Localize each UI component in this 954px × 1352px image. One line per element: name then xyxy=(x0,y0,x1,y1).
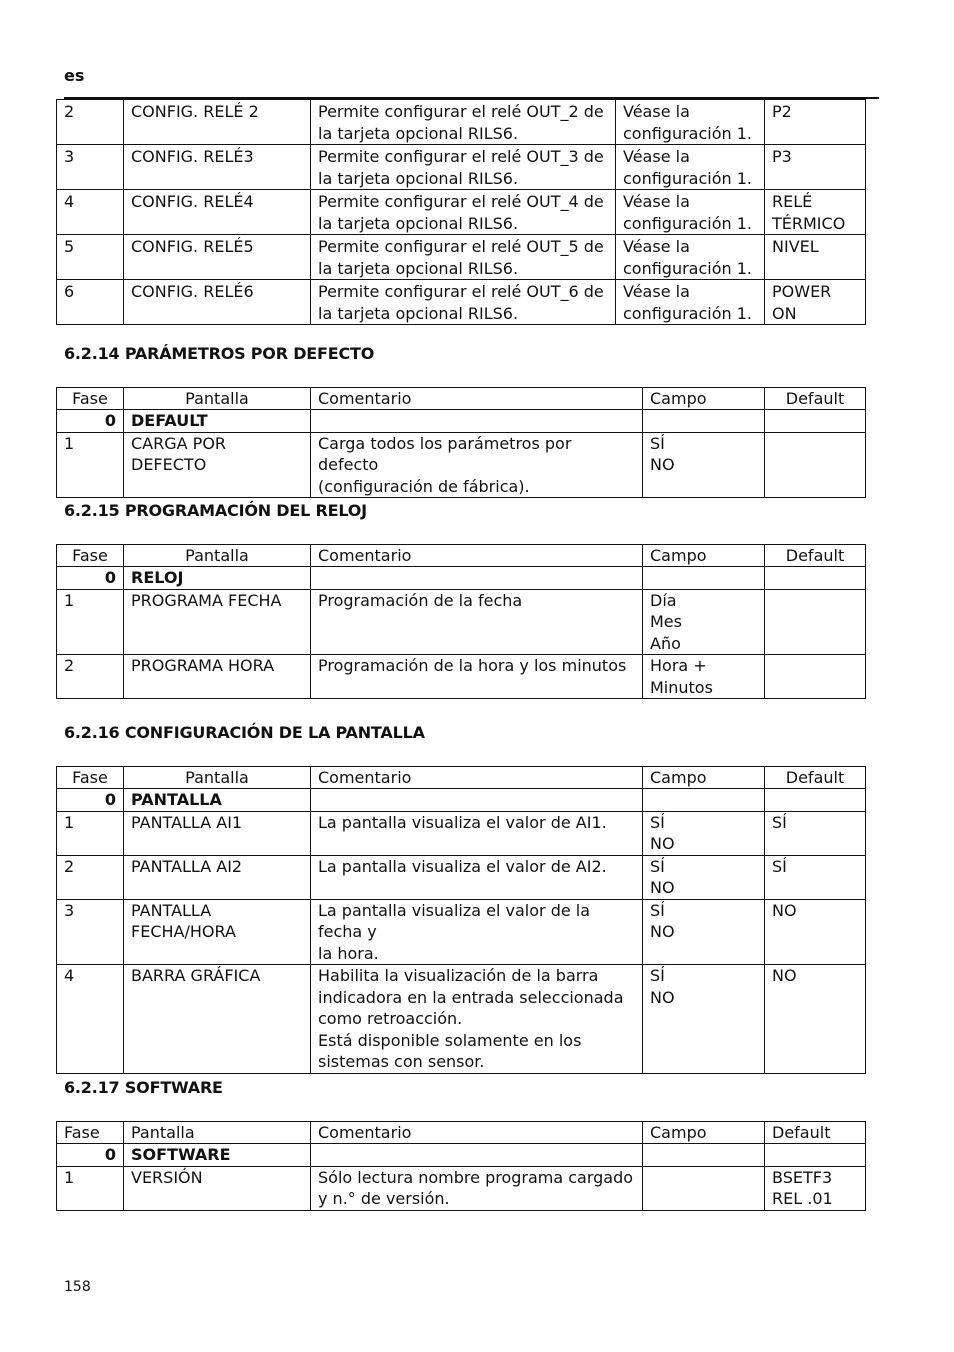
cell-pantalla: BARRA GRÁFICA xyxy=(124,965,311,1074)
table-row xyxy=(57,589,866,655)
empty-cell xyxy=(311,1144,643,1167)
column-header-default: Default xyxy=(765,545,866,567)
table-row xyxy=(57,1166,866,1210)
table-row xyxy=(57,899,866,965)
cell-campo: SÍ NO xyxy=(643,899,765,965)
cell-fase: 4 xyxy=(57,190,124,235)
cell-comentario: Programación de la hora y los minutos xyxy=(311,655,643,699)
defecto-table xyxy=(56,387,866,498)
cell-default: SÍ xyxy=(765,855,866,899)
table-header-row xyxy=(57,767,866,789)
column-header-default: Default xyxy=(765,388,866,410)
group-fase: 0 xyxy=(57,789,124,812)
column-header-comentario: Comentario xyxy=(311,1122,643,1144)
cell-campo: SÍ NO xyxy=(643,965,765,1074)
reloj-table xyxy=(56,544,866,699)
table-row xyxy=(57,811,866,855)
cell-default: RELÉ TÉRMICO xyxy=(765,190,866,235)
column-header-campo: Campo xyxy=(643,1122,765,1144)
cell-campo: SÍ NO xyxy=(643,432,765,498)
cell-comentario: Sólo lectura nombre programa cargado y n.° de versión. xyxy=(311,1166,643,1210)
cell-comentario: Habilita la visualización de la barra indicadora en la entrada seleccionada como retroacción. Está disponible solamente en los sistemas con sensor. xyxy=(311,965,643,1074)
cell-campo: Véase la configuración 1. xyxy=(616,235,765,280)
pantalla-table xyxy=(56,766,866,1074)
cell-default xyxy=(765,589,866,655)
cell-default: POWER ON xyxy=(765,280,866,325)
cell-pantalla: PROGRAMA FECHA xyxy=(124,589,311,655)
cell-fase: 2 xyxy=(57,855,124,899)
cell-pantalla: CONFIG. RELÉ4 xyxy=(124,190,311,235)
cell-campo: SÍ NO xyxy=(643,811,765,855)
group-row xyxy=(57,1144,866,1167)
column-header-pantalla: Pantalla xyxy=(124,1122,311,1144)
cell-fase: 1 xyxy=(57,1166,124,1210)
cell-pantalla: PANTALLA FECHA/HORA xyxy=(124,899,311,965)
column-header-fase: Fase xyxy=(57,1122,124,1144)
cell-default: NO xyxy=(765,899,866,965)
empty-cell xyxy=(643,410,765,433)
column-header-default: Default xyxy=(765,767,866,789)
cell-comentario: Carga todos los parámetros por defecto (configuración de fábrica). xyxy=(311,432,643,498)
cell-campo: Véase la configuración 1. xyxy=(616,100,765,145)
section-title-software: 6.2.17 SOFTWARE xyxy=(64,1078,223,1097)
column-header-fase: Fase xyxy=(57,767,124,789)
cell-pantalla: CONFIG. RELÉ6 xyxy=(124,280,311,325)
cell-pantalla: PANTALLA AI1 xyxy=(124,811,311,855)
table-row xyxy=(57,655,866,699)
table-row xyxy=(57,280,866,325)
cell-fase: 3 xyxy=(57,145,124,190)
cell-fase: 3 xyxy=(57,899,124,965)
group-pantalla: RELOJ xyxy=(124,567,311,590)
group-row xyxy=(57,789,866,812)
relay-config-table xyxy=(56,99,866,325)
section-title-defecto: 6.2.14 PARÁMETROS POR DEFECTO xyxy=(64,344,375,363)
empty-cell xyxy=(765,410,866,433)
cell-fase: 1 xyxy=(57,432,124,498)
column-header-comentario: Comentario xyxy=(311,767,643,789)
group-pantalla: SOFTWARE xyxy=(124,1144,311,1167)
section-title-pantalla: 6.2.16 CONFIGURACIÓN DE LA PANTALLA xyxy=(64,723,425,742)
cell-pantalla: CARGA POR DEFECTO xyxy=(124,432,311,498)
cell-comentario: Permite configurar el relé OUT_4 de la tarjeta opcional RILS6. xyxy=(311,190,616,235)
language-code: es xyxy=(64,66,85,85)
empty-cell xyxy=(643,789,765,812)
column-header-campo: Campo xyxy=(643,545,765,567)
group-fase: 0 xyxy=(57,410,124,433)
table-row xyxy=(57,100,866,145)
table-row xyxy=(57,145,866,190)
column-header-pantalla: Pantalla xyxy=(124,767,311,789)
column-header-comentario: Comentario xyxy=(311,388,643,410)
column-header-pantalla: Pantalla xyxy=(124,545,311,567)
cell-fase: 5 xyxy=(57,235,124,280)
group-row xyxy=(57,567,866,590)
empty-cell xyxy=(311,410,643,433)
column-header-comentario: Comentario xyxy=(311,545,643,567)
cell-comentario: Permite configurar el relé OUT_6 de la tarjeta opcional RILS6. xyxy=(311,280,616,325)
table-row xyxy=(57,190,866,235)
cell-comentario: La pantalla visualiza el valor de AI1. xyxy=(311,811,643,855)
cell-default: NIVEL xyxy=(765,235,866,280)
table-row xyxy=(57,965,866,1074)
column-header-default: Default xyxy=(765,1122,866,1144)
cell-campo: Día Mes Año xyxy=(643,589,765,655)
cell-pantalla: CONFIG. RELÉ3 xyxy=(124,145,311,190)
group-pantalla: DEFAULT xyxy=(124,410,311,433)
cell-campo: Hora + Minutos xyxy=(643,655,765,699)
column-header-campo: Campo xyxy=(643,767,765,789)
cell-campo xyxy=(643,1166,765,1210)
empty-cell xyxy=(643,567,765,590)
group-fase: 0 xyxy=(57,1144,124,1167)
cell-pantalla: CONFIG. RELÉ 2 xyxy=(124,100,311,145)
cell-fase: 1 xyxy=(57,811,124,855)
cell-pantalla: PANTALLA AI2 xyxy=(124,855,311,899)
cell-comentario: Programación de la fecha xyxy=(311,589,643,655)
empty-cell xyxy=(765,789,866,812)
cell-comentario: La pantalla visualiza el valor de AI2. xyxy=(311,855,643,899)
cell-campo: Véase la configuración 1. xyxy=(616,145,765,190)
empty-cell xyxy=(765,1144,866,1167)
column-header-campo: Campo xyxy=(643,388,765,410)
table-row xyxy=(57,855,866,899)
cell-fase: 4 xyxy=(57,965,124,1074)
cell-default xyxy=(765,655,866,699)
cell-fase: 2 xyxy=(57,100,124,145)
cell-pantalla: CONFIG. RELÉ5 xyxy=(124,235,311,280)
group-row xyxy=(57,410,866,433)
cell-fase: 2 xyxy=(57,655,124,699)
cell-fase: 1 xyxy=(57,589,124,655)
group-pantalla: PANTALLA xyxy=(124,789,311,812)
empty-cell xyxy=(765,567,866,590)
cell-default: P2 xyxy=(765,100,866,145)
cell-default: NO xyxy=(765,965,866,1074)
table-header-row xyxy=(57,1122,866,1144)
cell-campo: Véase la configuración 1. xyxy=(616,280,765,325)
cell-campo: Véase la configuración 1. xyxy=(616,190,765,235)
section-title-reloj: 6.2.15 PROGRAMACIÓN DEL RELOJ xyxy=(64,501,367,520)
cell-default: SÍ xyxy=(765,811,866,855)
software-table xyxy=(56,1121,866,1211)
table-row xyxy=(57,432,866,498)
cell-pantalla: PROGRAMA HORA xyxy=(124,655,311,699)
cell-comentario: La pantalla visualiza el valor de la fecha y la hora. xyxy=(311,899,643,965)
column-header-fase: Fase xyxy=(57,388,124,410)
column-header-fase: Fase xyxy=(57,545,124,567)
empty-cell xyxy=(311,567,643,590)
column-header-pantalla: Pantalla xyxy=(124,388,311,410)
cell-default xyxy=(765,432,866,498)
cell-comentario: Permite configurar el relé OUT_3 de la tarjeta opcional RILS6. xyxy=(311,145,616,190)
table-header-row xyxy=(57,545,866,567)
empty-cell xyxy=(311,789,643,812)
group-fase: 0 xyxy=(57,567,124,590)
cell-pantalla: VERSIÓN xyxy=(124,1166,311,1210)
page-number: 158 xyxy=(64,1279,91,1295)
cell-comentario: Permite configurar el relé OUT_2 de la tarjeta opcional RILS6. xyxy=(311,100,616,145)
cell-fase: 6 xyxy=(57,280,124,325)
cell-comentario: Permite configurar el relé OUT_5 de la tarjeta opcional RILS6. xyxy=(311,235,616,280)
cell-campo: SÍ NO xyxy=(643,855,765,899)
cell-default: BSETF3 REL .01 xyxy=(765,1166,866,1210)
table-header-row xyxy=(57,388,866,410)
empty-cell xyxy=(643,1144,765,1167)
table-row xyxy=(57,235,866,280)
cell-default: P3 xyxy=(765,145,866,190)
